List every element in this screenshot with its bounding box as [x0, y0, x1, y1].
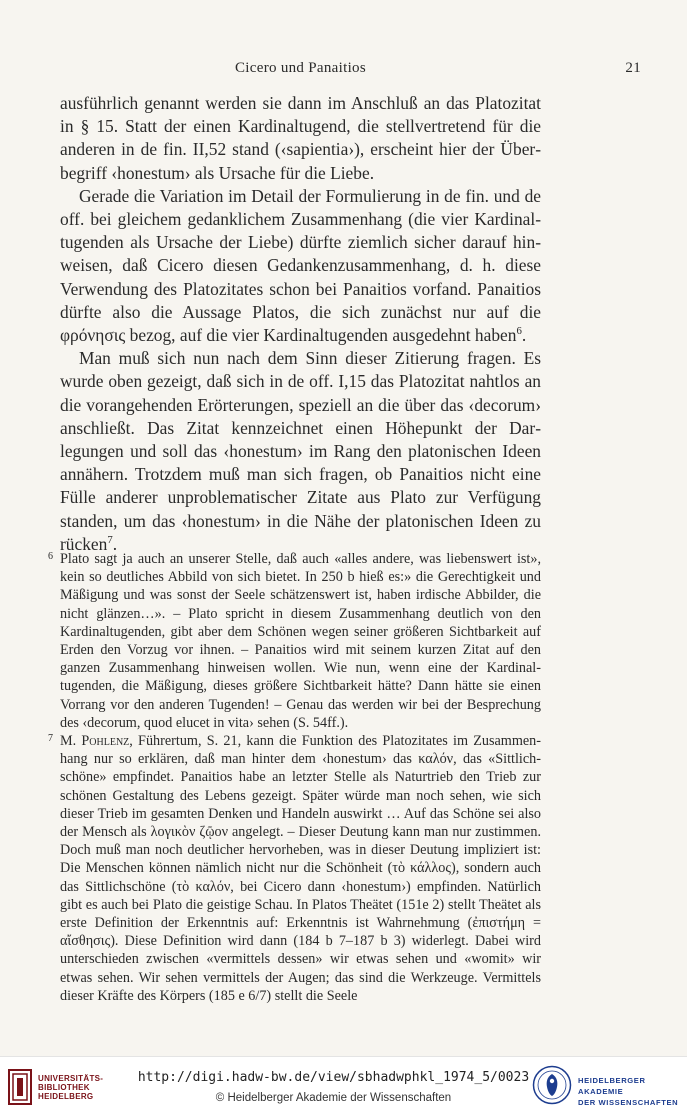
copyright-notice: © Heidelberger Akademie der Wissenschaften [215, 1092, 452, 1104]
footnote-ref-6[interactable]: 6 [516, 325, 522, 338]
academy-seal-icon[interactable] [532, 1065, 572, 1105]
body-paragraph: Man muß sich nun nach dem Sinn dieser Zitierung fragen. Es wurde oben gezeigt, daß sich in de off. I,15 das Platozitat nahtlos an die vorangehenden Erörterungen, speziell an die über das ‹decorum› anschließt. Das Zitat kennzeichnet einen Höhepunkt der Darlegungen und soll das ‹honestum› im Rang den platonischen Ideen annähern. Trotzdem muß man sich fragen, ob Panaitios nicht eine Fülle anderer unproblematischer Zitate aus Plato zur Verfügung standen, um das ‹honestum› in die Nähe der platonischen Ideen zu rücken$^7$. [60, 348, 541, 554]
body-paragraph: Gerade die Variation im Detail der Formulierung in de fin. und de off. bei gleichem gedanklichem Zusammenhang (die vier Kardinaltugenden als Ursache der Liebe) dürfte ziemlich sicher darauf hinweisen, daß Cicero diesen Gedankenzusammenhang, d. h. diese Verwendung des Platozitates schon bei Panaitios vorfand. Panaitios dürfte also die Aussage Platos, die sich zunächst nur auf die φρόνησις bezog, auf die vier Kardinaltugenden ausgedehnt haben$^6$. [60, 185, 541, 346]
footnote-7: 7 M. Pohlenz, Führertum, S. 21, kann die Funktion des Platozitates im Zusammenhang nur so erklären, daß man hinter dem ‹honestum› das καλόν, das «Sittlichschöne» empfindet. Panaitios habe an letzter Stelle als Naturtrieb den Trieb zur schönen Gestaltung des Lebens gezeigt. Später würde man noch sehen, wie sich dieser Trieb im gesamten Denken und Handeln auswirkt … Auf das Schöne sei also der Mensch als λογικὸν ζῷον angelegt. – Dieser Deutung kann man nur zustimmen. Doch muß man noch deutlicher hervorheben, was in dieser Deutung impliziert ist: Die Menschen können nämlich nicht nur die Schönheit (τὸ κάλλος), sondern auch das Sittlichschöne (τὸ καλόν, bei Cicero dann ‹honestum›) empfinden. Natürlich gibt es auch bei Plato die geistige Schau. In Platos Theätet (151e 2) stellt Theätet als erste Definition der Erkenntnis auf: Erkenntnis ist Wahrnehmung (ἐπιστήμη = αἴσθησις). Diese Definition wird dann (184 b 7–187 b 3) widerlegt. Dabei wird unterschieden zwischen «vermittels dessen» wir etwas sehen und «womit» wir etwas sehen. Wir sehen vermittels der Augen; das sind die Werkzeuge. Vermittels dieser Kräfte des Körpers (185 e 6/7) stellt die Seele [48, 733, 541, 1004]
footnote-mark: 6 [48, 551, 53, 562]
body-paragraph: ausführlich genannt werden sie dann im Anschluß an das Platozitat in § 15. Statt der einen Kardinaltugend, die stellvertretend für die anderen in de fin. II,52 stand (‹sapientia›), erscheint hier der Überbegriff ‹honestum› als Ursache für die Liebe. [60, 93, 541, 183]
footnotes [48, 550, 541, 1005]
page-number: 21 [625, 60, 641, 76]
academy-name: HEIDELBERGER AKADEMIE DER WISSENSCHAFTEN [578, 1076, 679, 1107]
running-head-title: Cicero und Panaitios [235, 60, 366, 76]
permalink-url[interactable]: http://digi.hadw-bw.de/view/sbhadwphkl_1974_5/0023 [137, 1070, 530, 1085]
footnote-ref-7[interactable]: 7 [107, 534, 113, 547]
university-library-logo-icon[interactable] [8, 1069, 32, 1105]
footnote-6: 6 Plato sagt ja auch an unserer Stelle, daß auch «alles andere, was liebenswert ist», kein so deutliches Abbild von sich bietet. In 250 b hieß es:» die Gerechtigkeit und Mäßigung und was sonst der Seele schätzenswert ist, haben irdische Abbilder, die nicht glänzen…». – Plato spricht in diesem Zusammenhang deutlich von den Kardinaltugenden, gibt aber dem Schönen wegen seiner größeren Sichtbarkeit auf Erden den Vorzug vor ihnen. – Panaitios wird mit seinem kurzen Zitat auf den ganzen Zusammenhang hinweisen wollen. Wie nun, wenn eine der Kardinaltugenden, die Mäßigung, dieses größere Sichtbarkeit hätte? Dann hätte sie einen Vorrang vor den anderen Tugenden! – Genau das werden wir bei der Besprechung des ‹decorum, quod elucet in vita› sehen (S. 54ff.). [48, 551, 541, 731]
library-name: UNIVERSITÄTS- BIBLIOTHEK HEIDELBERG [38, 1074, 104, 1101]
footnote-mark: 7 [48, 733, 53, 745]
footnote-author: M. Pohlenz [60, 733, 130, 750]
viewer-footer [0, 1056, 687, 1117]
body-text [60, 92, 541, 556]
